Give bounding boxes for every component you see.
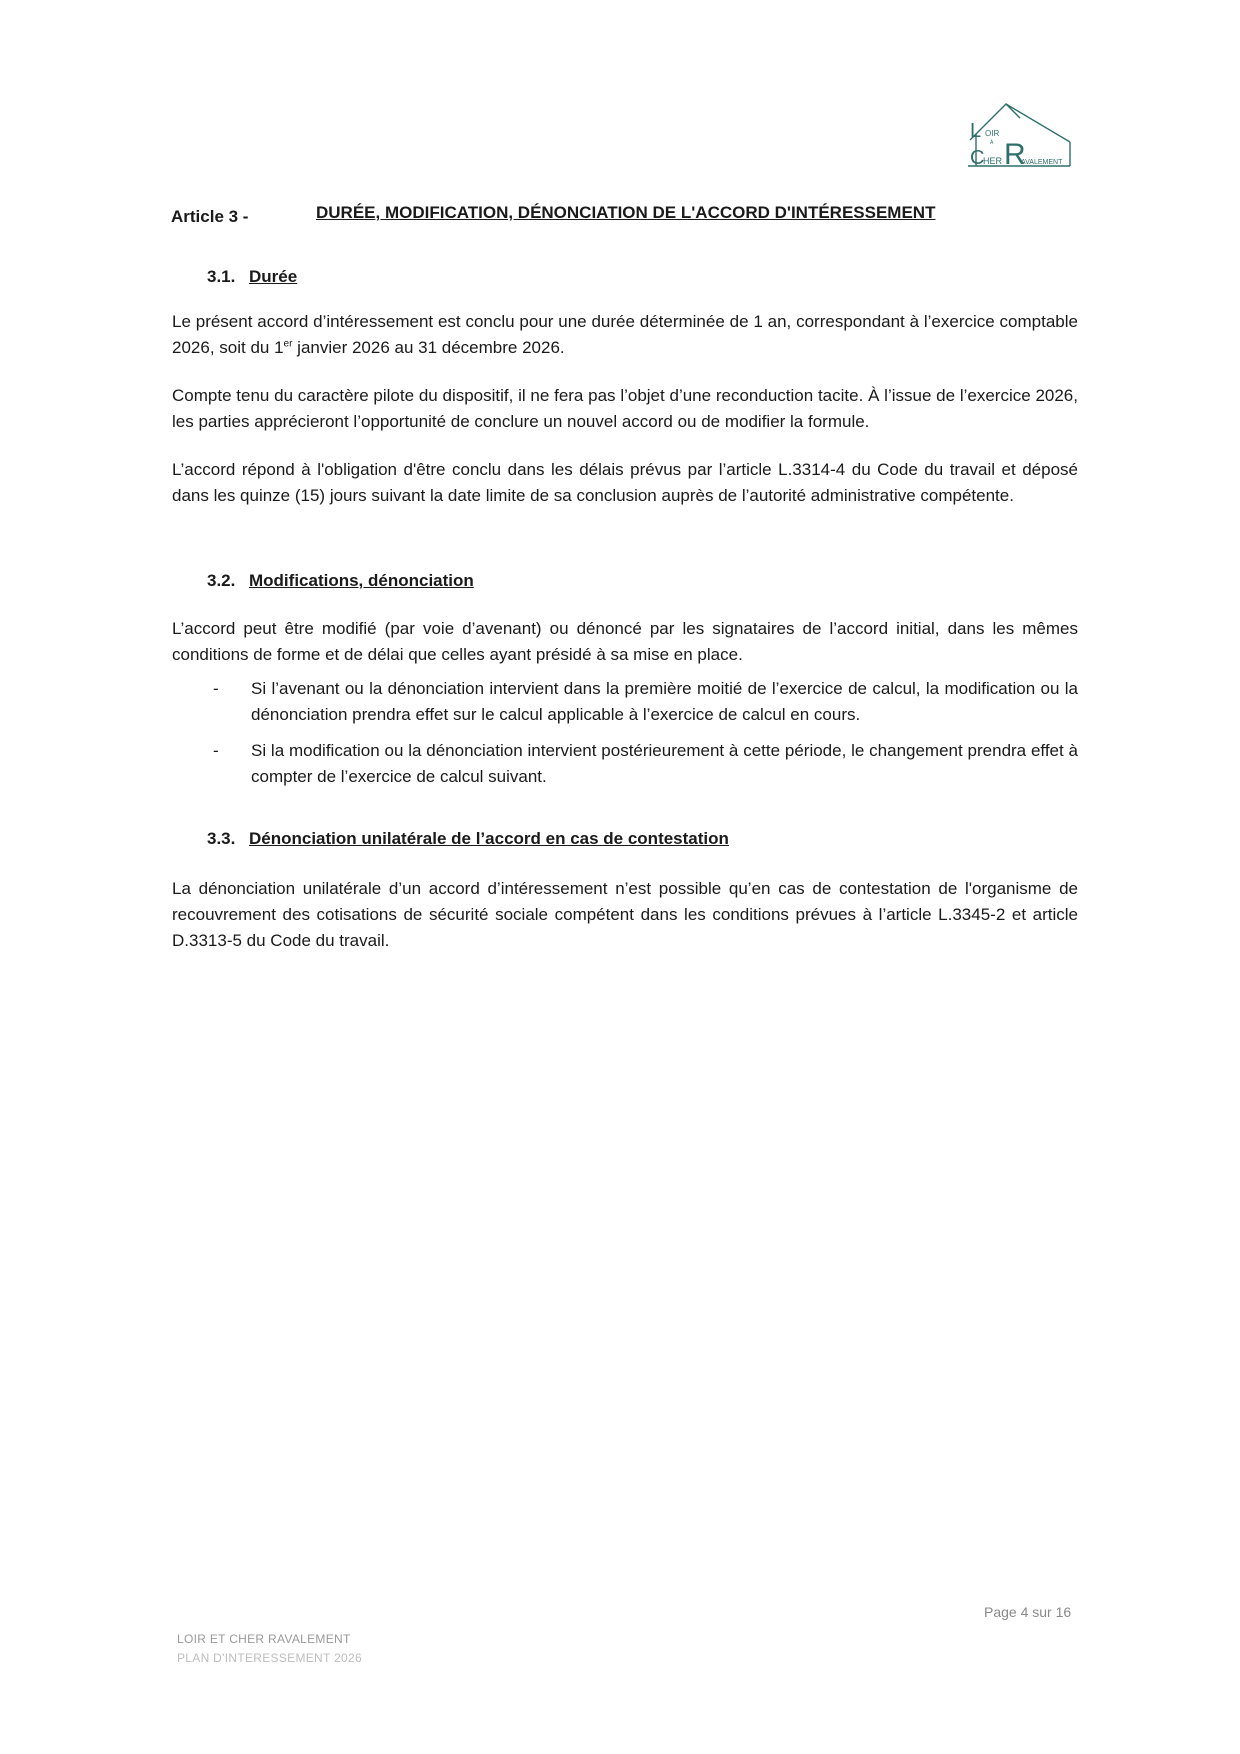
paragraph-text: Le présent accord d’intéressement est conclu pour une durée déterminée de 1 an, correspondant à l’exercice comptable 2026, soit du 1 [172, 312, 1078, 357]
article-number: Article 3 - [171, 207, 249, 226]
article-title: DURÉE, MODIFICATION, DÉNONCIATION DE L'ACCORD D'INTÉRESSEMENT [316, 203, 936, 222]
logo-text-oir: OIR [985, 129, 1000, 138]
superscript-er: er [283, 338, 293, 350]
logo-initial-l: L [970, 120, 982, 142]
section-number: 3.3. [207, 829, 236, 848]
paragraph-duree-3: L’accord répond à l'obligation d'être conclu dans les délais prévus par l’article L.3314-4 du Code du travail et déposé dans les quinze (15) jours suivant la date limite de sa conclusion auprès de l’autorité administrative compétente. [172, 460, 1078, 505]
paragraph-denonciation-1: La dénonciation unilatérale d’un accord d’intéressement n’est possible qu’en cas de contestation de l'organisme de recouvrement des cotisations de sécurité sociale compétent dans les conditions prévues à l’article L.3345-2 et article D.3313-5 du Code du travail. [172, 879, 1078, 950]
bullet-dash: - [213, 679, 219, 698]
section-heading-denonciation [207, 829, 729, 849]
logo-text-a: À [990, 140, 994, 146]
logo-text-avalement: AVALEMENT [1021, 159, 1063, 166]
section-title: Durée [249, 267, 298, 286]
logo-text-her: HER [983, 156, 1003, 166]
paragraph-modifications-1: L’accord peut être modifié (par voie d’avenant) ou dénoncé par les signataires de l’accord initial, dans les mêmes conditions de forme et de délai que celles ayant présidé à sa mise en place. [172, 619, 1078, 664]
section-heading-modifications [207, 571, 474, 591]
section-number: 3.1. [207, 267, 236, 286]
logo-initial-r: R [1004, 138, 1026, 170]
footer-document-title: PLAN D'INTERESSEMENT 2026 [177, 1651, 362, 1665]
bullet-dash: - [213, 741, 219, 760]
section-heading-duree [207, 267, 297, 287]
paragraph-duree-1 [172, 309, 1078, 361]
paragraph-duree-2: Compte tenu du caractère pilote du dispositif, il ne fera pas l’objet d’une reconduction tacite. À l’issue de l’exercice 2026, les parties apprécieront l’opportunité de conclure un nouvel accord ou de modifier la formule. [172, 386, 1078, 431]
list-item-text: Si l’avenant ou la dénonciation intervient dans la première moitié de l’exercice de calcul, la modification ou la dénonciation prendra effet sur le calcul applicable à l’exercice de calcul en cours. [251, 679, 1078, 724]
section-title: Dénonciation unilatérale de l’accord en cas de contestation [249, 829, 729, 848]
list-item-text: Si la modification ou la dénonciation intervient postérieurement à cette période, le changement prendra effet à compter de l’exercice de calcul suivant. [251, 741, 1078, 786]
section-title: Modifications, dénonciation [249, 571, 474, 590]
company-logo [966, 100, 1072, 170]
footer-company: LOIR ET CHER RAVALEMENT [177, 1632, 351, 1646]
section-number: 3.2. [207, 571, 236, 590]
paragraph-text-end: janvier 2026 au 31 décembre 2026. [292, 338, 565, 357]
logo-initial-c: C [970, 147, 985, 169]
page-number: Page 4 sur 16 [984, 1604, 1072, 1620]
